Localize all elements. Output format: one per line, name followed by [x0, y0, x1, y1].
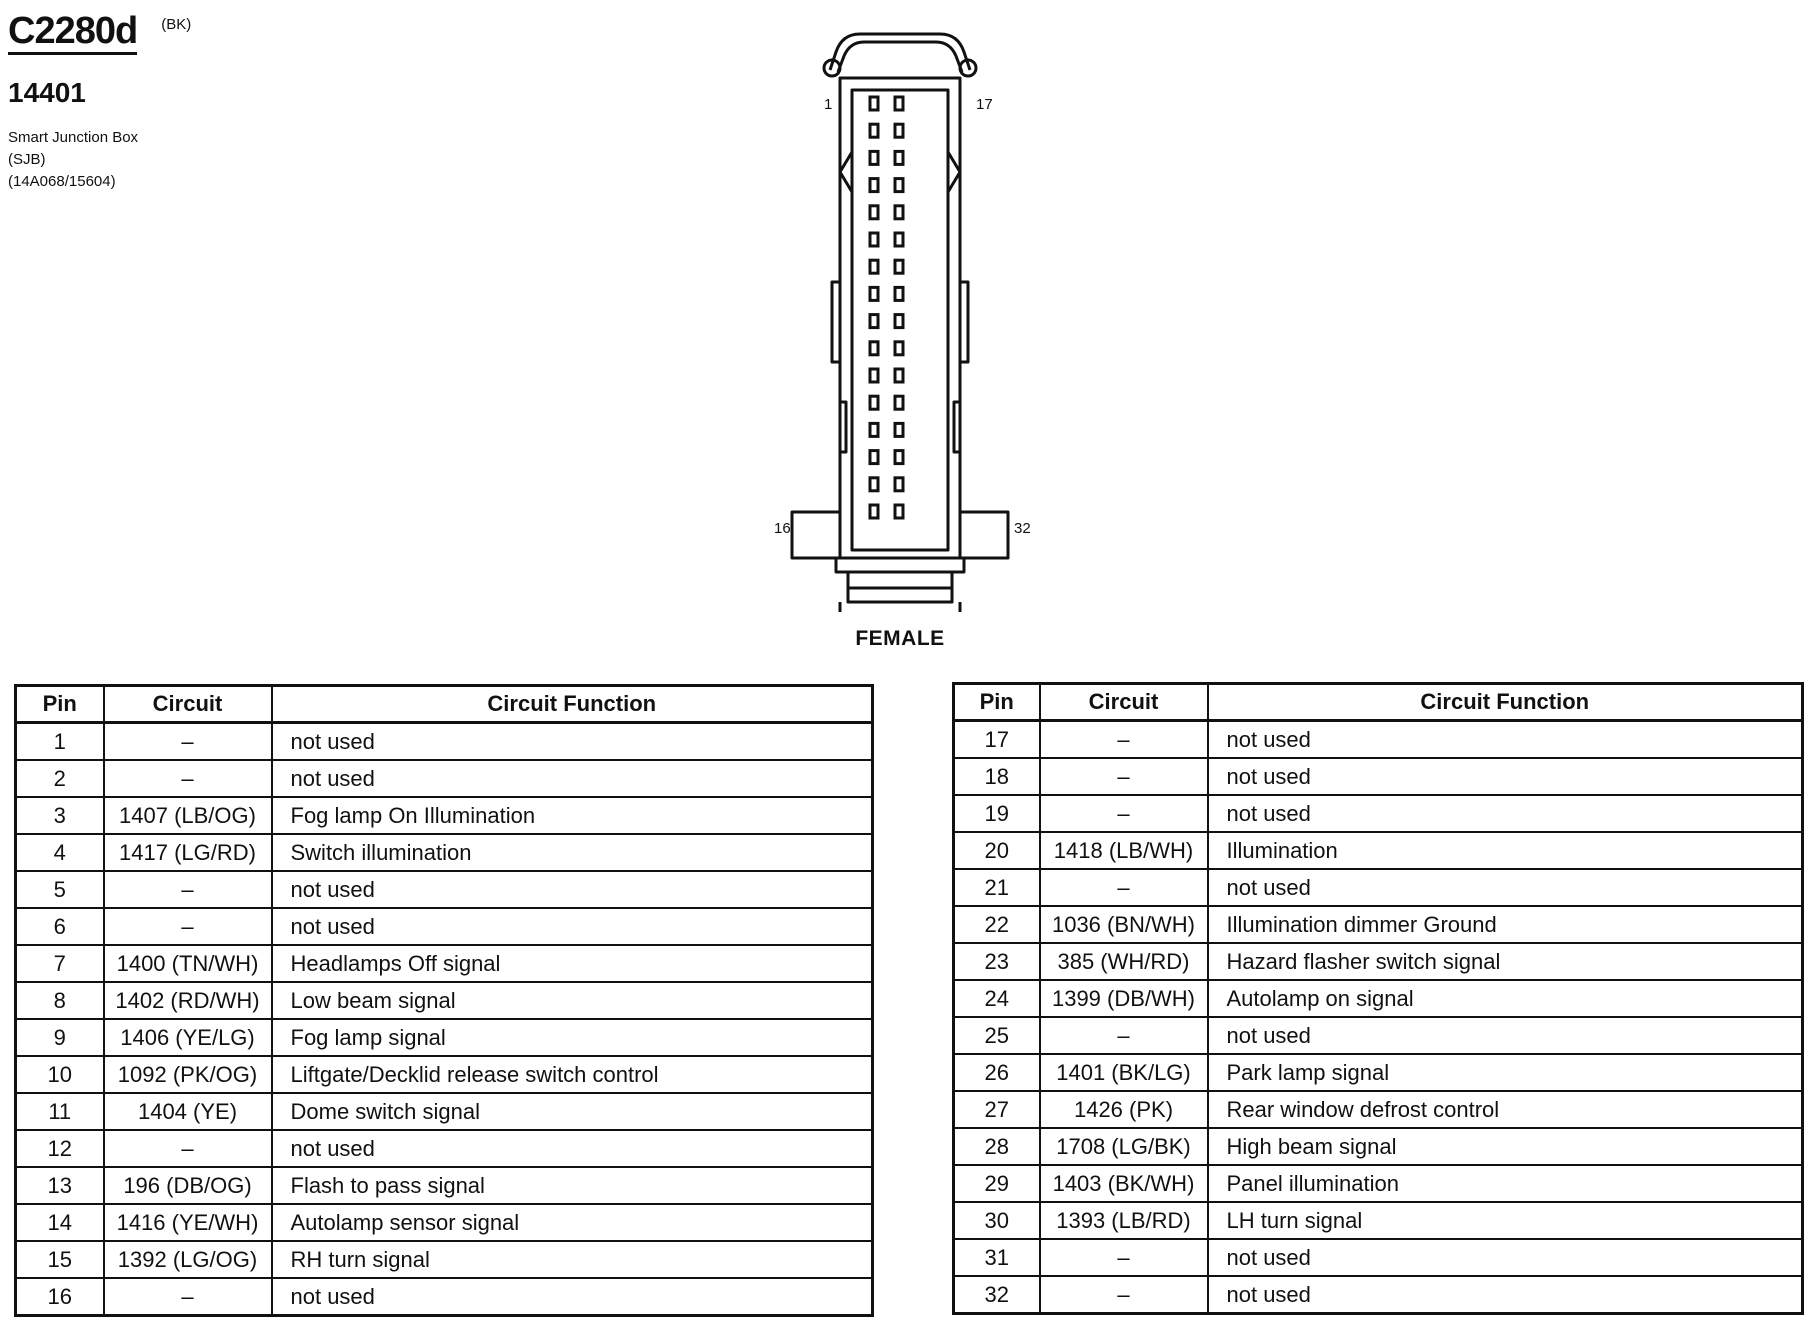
- function-cell: not used: [1208, 795, 1803, 832]
- pin-cell: 5: [16, 871, 104, 908]
- header-pin: Pin: [954, 684, 1040, 721]
- circuit-cell: –: [1040, 721, 1208, 759]
- pin-cavity: [870, 369, 878, 382]
- circuit-cell: 1399 (DB/WH): [1040, 980, 1208, 1017]
- pin-cavity: [895, 451, 903, 464]
- pin-cavity: [895, 260, 903, 273]
- pin-cell: 14: [16, 1204, 104, 1241]
- function-cell: not used: [1208, 1017, 1803, 1054]
- circuit-cell: 1407 (LB/OG): [104, 797, 272, 834]
- circuit-cell: –: [1040, 758, 1208, 795]
- pin-cavity: [895, 151, 903, 164]
- pin-cell: 6: [16, 908, 104, 945]
- gender-label: FEMALE: [855, 627, 945, 650]
- pin-cell: 29: [954, 1165, 1040, 1202]
- pin-cavity: [895, 342, 903, 355]
- pin-cell: 18: [954, 758, 1040, 795]
- table-row: [954, 1165, 1803, 1202]
- circuit-cell: 1402 (RD/WH): [104, 982, 272, 1019]
- function-cell: not used: [272, 723, 873, 761]
- function-cell: not used: [272, 1278, 873, 1316]
- pin-cell: 11: [16, 1093, 104, 1130]
- function-cell: High beam signal: [1208, 1128, 1803, 1165]
- circuit-cell: 1417 (LG/RD): [104, 834, 272, 871]
- circuit-cell: 1708 (LG/BK): [1040, 1128, 1208, 1165]
- function-cell: Fog lamp signal: [272, 1019, 873, 1056]
- function-cell: Panel illumination: [1208, 1165, 1803, 1202]
- function-cell: not used: [1208, 1276, 1803, 1314]
- pin-label-17: 17: [976, 96, 993, 113]
- function-cell: RH turn signal: [272, 1241, 873, 1278]
- circuit-cell: –: [1040, 1017, 1208, 1054]
- pin-cavity: [895, 206, 903, 219]
- pin-cavity: [895, 287, 903, 300]
- function-cell: Dome switch signal: [272, 1093, 873, 1130]
- pin-cavity: [870, 287, 878, 300]
- pin-cell: 32: [954, 1276, 1040, 1314]
- pin-cavity: [895, 124, 903, 137]
- circuit-cell: 1418 (LB/WH): [1040, 832, 1208, 869]
- connector-inner-body: [852, 90, 948, 550]
- pin-cavity: [895, 369, 903, 382]
- table-row: [16, 945, 873, 982]
- function-cell: not used: [1208, 1239, 1803, 1276]
- pin-cavity: [895, 478, 903, 491]
- function-cell: Hazard flasher switch signal: [1208, 943, 1803, 980]
- circuit-cell: –: [1040, 795, 1208, 832]
- connector-face-diagram: [774, 22, 1031, 622]
- header-function: Circuit Function: [1208, 684, 1803, 721]
- function-cell: not used: [1208, 869, 1803, 906]
- pin-label-1: 1: [824, 96, 833, 113]
- pin-cavity: [895, 315, 903, 328]
- pin-cell: 10: [16, 1056, 104, 1093]
- connector-id: C2280d: [8, 10, 137, 55]
- pin-cavity: [870, 342, 878, 355]
- bottom-tab: [840, 572, 960, 612]
- table-row: [954, 1276, 1803, 1314]
- title-line: [8, 10, 191, 55]
- pin-cell: 7: [16, 945, 104, 982]
- circuit-cell: 1092 (PK/OG): [104, 1056, 272, 1093]
- description-line: (SJB): [8, 151, 46, 168]
- circuit-cell: 1036 (BN/WH): [1040, 906, 1208, 943]
- table-row: [16, 908, 873, 945]
- pin-cavity: [895, 97, 903, 110]
- circuit-cell: –: [1040, 869, 1208, 906]
- table-row: [954, 1091, 1803, 1128]
- circuit-cell: 1406 (YE/LG): [104, 1019, 272, 1056]
- pin-cavity: [870, 97, 878, 110]
- pin-cell: 16: [16, 1278, 104, 1316]
- circuit-cell: 1416 (YE/WH): [104, 1204, 272, 1241]
- pinout-table-right: [952, 682, 1804, 1315]
- function-cell: Autolamp sensor signal: [272, 1204, 873, 1241]
- table-row: [954, 906, 1803, 943]
- pin-cavity: [895, 233, 903, 246]
- pin-cavity: [870, 423, 878, 436]
- function-cell: not used: [272, 908, 873, 945]
- table-row: [954, 795, 1803, 832]
- function-cell: Headlamps Off signal: [272, 945, 873, 982]
- pin-cell: 4: [16, 834, 104, 871]
- pin-cavity: [870, 478, 878, 491]
- function-cell: Park lamp signal: [1208, 1054, 1803, 1091]
- table-row: [954, 832, 1803, 869]
- circuit-cell: –: [104, 723, 272, 761]
- table-row: [16, 982, 873, 1019]
- circuit-cell: 1401 (BK/LG): [1040, 1054, 1208, 1091]
- pin-cavity: [870, 151, 878, 164]
- header-circuit: Circuit: [104, 686, 272, 723]
- circuit-cell: –: [1040, 1239, 1208, 1276]
- circuit-cell: –: [104, 871, 272, 908]
- bottom-flange-left: [792, 512, 840, 558]
- pin-cavity: [870, 124, 878, 137]
- table-row: [16, 1056, 873, 1093]
- table-row: [16, 723, 873, 761]
- pin-cavity: [870, 206, 878, 219]
- header-pin: Pin: [16, 686, 104, 723]
- pin-cell: 3: [16, 797, 104, 834]
- circuit-cell: 1400 (TN/WH): [104, 945, 272, 982]
- pin-cell: 25: [954, 1017, 1040, 1054]
- function-cell: not used: [1208, 721, 1803, 759]
- function-cell: not used: [272, 1130, 873, 1167]
- circuit-cell: –: [104, 1130, 272, 1167]
- table-row: [16, 760, 873, 797]
- pin-cell: 30: [954, 1202, 1040, 1239]
- component-description: [8, 127, 191, 193]
- circuit-cell: 1404 (YE): [104, 1093, 272, 1130]
- pin-cavity: [870, 179, 878, 192]
- pin-cavity: [870, 451, 878, 464]
- pin-cell: 23: [954, 943, 1040, 980]
- pin-cell: 31: [954, 1239, 1040, 1276]
- side-rib-left: [832, 152, 852, 452]
- circuit-cell: –: [104, 760, 272, 797]
- circuit-cell: –: [104, 1278, 272, 1316]
- pin-cell: 20: [954, 832, 1040, 869]
- header-circuit: Circuit: [1040, 684, 1208, 721]
- pin-cell: 21: [954, 869, 1040, 906]
- function-cell: Autolamp on signal: [1208, 980, 1803, 1017]
- circuit-cell: 385 (WH/RD): [1040, 943, 1208, 980]
- part-number: 14401: [8, 77, 86, 108]
- function-cell: not used: [272, 871, 873, 908]
- function-cell: Flash to pass signal: [272, 1167, 873, 1204]
- pin-cavity: [870, 233, 878, 246]
- pin-cavity: [895, 505, 903, 518]
- pin-cavity: [870, 505, 878, 518]
- bottom-flange-right: [960, 512, 1008, 558]
- bottom-base: [836, 558, 964, 572]
- pin-cavity: [895, 179, 903, 192]
- circuit-cell: 1426 (PK): [1040, 1091, 1208, 1128]
- circuit-cell: –: [104, 908, 272, 945]
- table-row: [954, 1128, 1803, 1165]
- pin-cavity: [870, 315, 878, 328]
- function-cell: not used: [272, 760, 873, 797]
- connector-latch-inner: [838, 42, 962, 72]
- circuit-cell: 1393 (LB/RD): [1040, 1202, 1208, 1239]
- pin-cell: 12: [16, 1130, 104, 1167]
- table-header-row: [16, 686, 873, 723]
- pin-cell: 27: [954, 1091, 1040, 1128]
- connector-latch: [830, 34, 970, 70]
- function-cell: Low beam signal: [272, 982, 873, 1019]
- pin-cell: 9: [16, 1019, 104, 1056]
- side-rib-right: [948, 152, 968, 452]
- pin-cell: 8: [16, 982, 104, 1019]
- pin-cell: 17: [954, 721, 1040, 759]
- pin-cell: 15: [16, 1241, 104, 1278]
- circuit-cell: 1403 (BK/WH): [1040, 1165, 1208, 1202]
- table-row: [16, 1130, 873, 1167]
- pinout-table-left: [14, 684, 874, 1317]
- pin-cavity: [870, 260, 878, 273]
- circuit-cell: 196 (DB/OG): [104, 1167, 272, 1204]
- table-row: [16, 1204, 873, 1241]
- table-row: [954, 869, 1803, 906]
- table-row: [954, 1239, 1803, 1276]
- function-cell: Switch illumination: [272, 834, 873, 871]
- table-row: [16, 797, 873, 834]
- pin-cell: 24: [954, 980, 1040, 1017]
- pin-label-32: 32: [1014, 520, 1031, 537]
- connector-header: [8, 10, 191, 193]
- table-row: [16, 1241, 873, 1278]
- description-line: (14A068/15604): [8, 173, 116, 190]
- pin-cell: 28: [954, 1128, 1040, 1165]
- table-row: [954, 943, 1803, 980]
- connector-color: (BK): [161, 16, 192, 33]
- table-row: [954, 1054, 1803, 1091]
- table-row: [16, 1167, 873, 1204]
- table-row: [954, 980, 1803, 1017]
- pin-cavity: [895, 423, 903, 436]
- function-cell: Illumination: [1208, 832, 1803, 869]
- pin-label-16: 16: [774, 520, 791, 537]
- table-row: [16, 834, 873, 871]
- table-row: [954, 758, 1803, 795]
- pin-cell: 19: [954, 795, 1040, 832]
- circuit-cell: –: [1040, 1276, 1208, 1314]
- table-row: [16, 1019, 873, 1056]
- header-function: Circuit Function: [272, 686, 873, 723]
- table-header-row: [954, 684, 1803, 721]
- function-cell: Rear window defrost control: [1208, 1091, 1803, 1128]
- pin-cell: 1: [16, 723, 104, 761]
- table-row: [954, 1017, 1803, 1054]
- pin-cavity: [895, 396, 903, 409]
- pin-cell: 26: [954, 1054, 1040, 1091]
- table-row: [16, 1278, 873, 1316]
- pin-cavity: [870, 396, 878, 409]
- table-row: [954, 1202, 1803, 1239]
- table-row: [16, 871, 873, 908]
- pin-cell: 13: [16, 1167, 104, 1204]
- function-cell: Fog lamp On Illumination: [272, 797, 873, 834]
- pin-cell: 2: [16, 760, 104, 797]
- function-cell: LH turn signal: [1208, 1202, 1803, 1239]
- circuit-cell: 1392 (LG/OG): [104, 1241, 272, 1278]
- pin-cell: 22: [954, 906, 1040, 943]
- table-row: [16, 1093, 873, 1130]
- function-cell: Illumination dimmer Ground: [1208, 906, 1803, 943]
- function-cell: Liftgate/Decklid release switch control: [272, 1056, 873, 1093]
- function-cell: not used: [1208, 758, 1803, 795]
- table-row: [954, 721, 1803, 759]
- description-line: Smart Junction Box: [8, 129, 139, 146]
